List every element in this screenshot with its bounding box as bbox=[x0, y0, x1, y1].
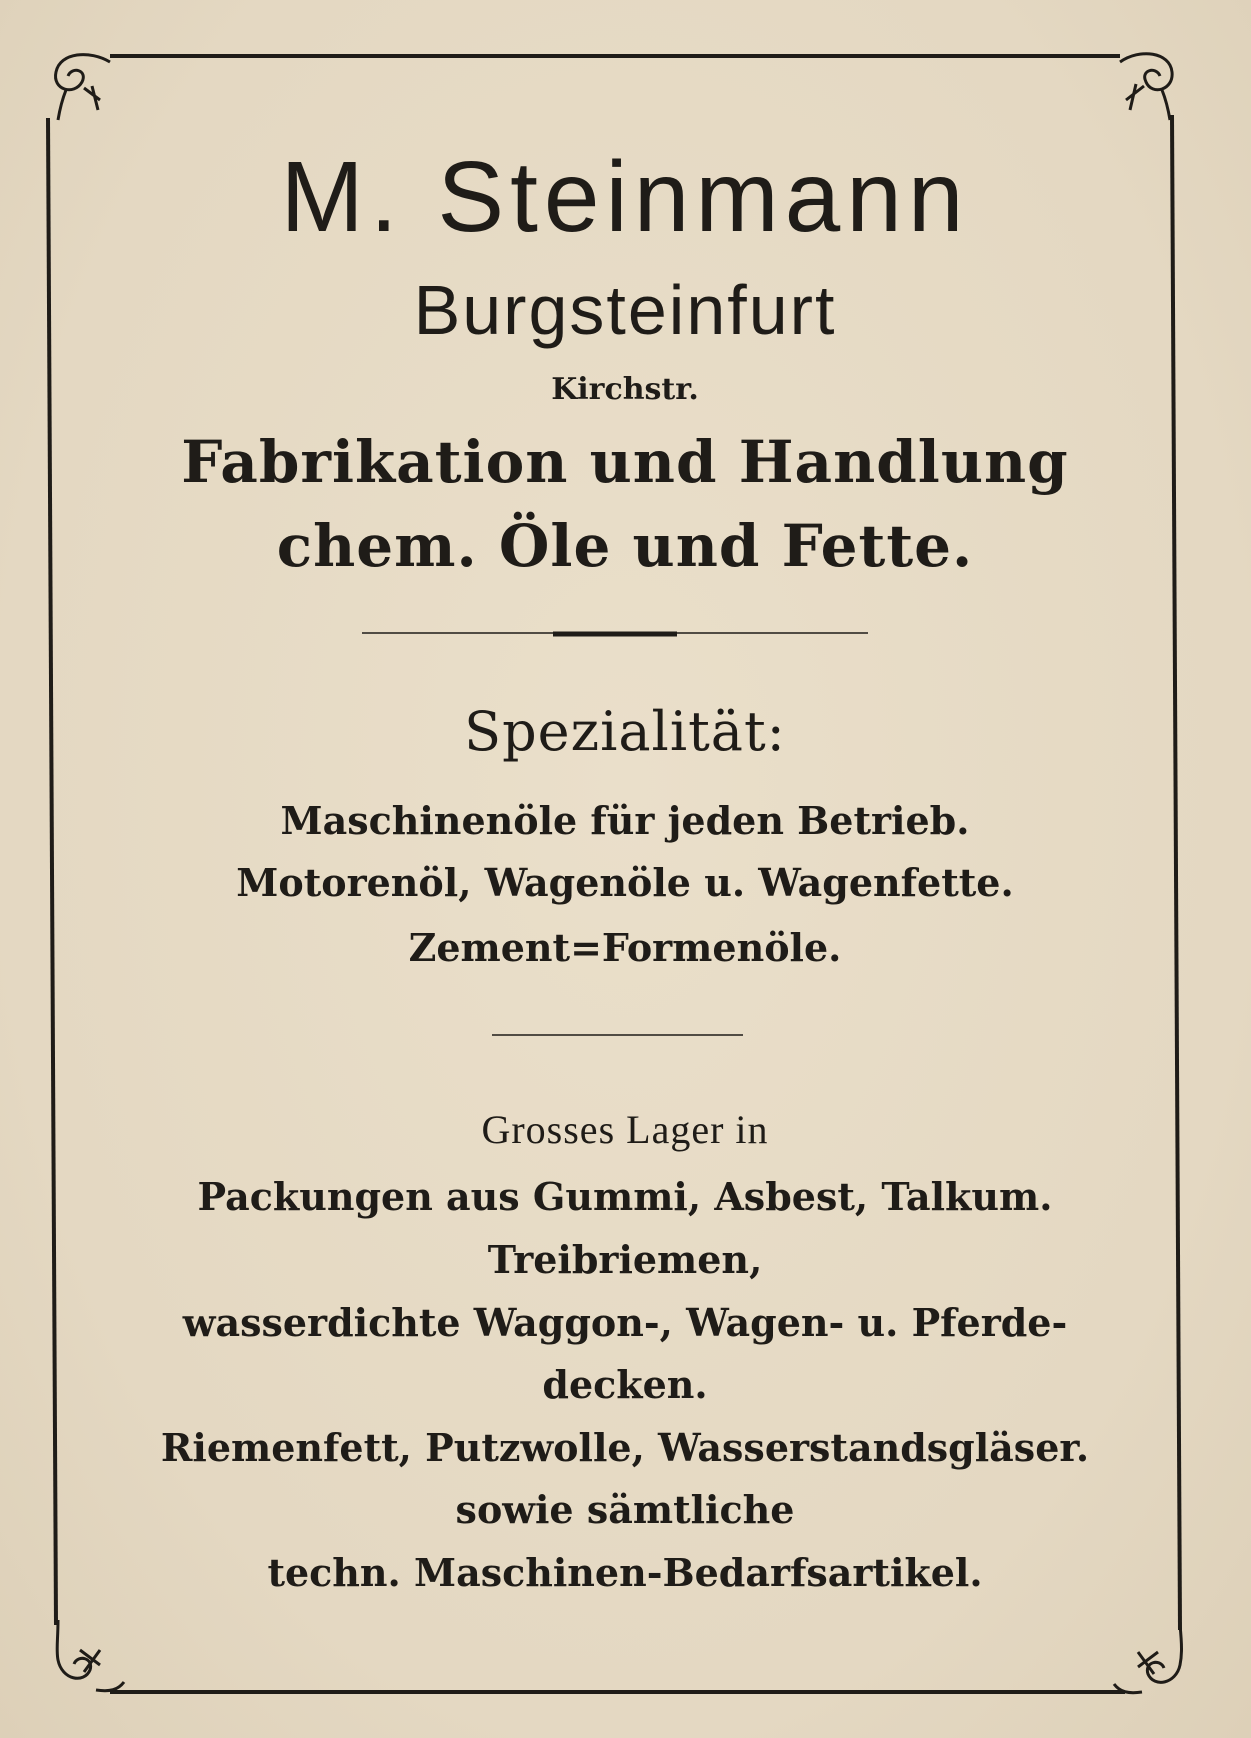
specialty-item: Maschinenöle für jeden Betrieb. bbox=[280, 798, 970, 843]
corner-ornament-bottom-left bbox=[57, 1620, 124, 1691]
corner-ornament-bottom-right bbox=[1114, 1625, 1182, 1693]
stock-line: sowie sämtliche bbox=[455, 1487, 795, 1532]
stock-line: Riemenfett, Putzwolle, Wasserstandsgläser. bbox=[160, 1425, 1090, 1470]
company-city: Burgsteinfurt bbox=[413, 271, 837, 349]
stock-heading: Grosses Lager in bbox=[481, 1107, 769, 1152]
stock-line: wasserdichte Waggon-, Wagen- u. Pferde- bbox=[182, 1300, 1068, 1345]
company-street: Kirchstr. bbox=[551, 372, 699, 407]
corner-ornament-top-right bbox=[1120, 54, 1172, 120]
stock-line: Packungen aus Gummi, Asbest, Talkum. bbox=[197, 1174, 1053, 1219]
business-line-1: Fabrikation und Handlung bbox=[181, 428, 1069, 496]
company-name: M. Steinmann bbox=[280, 141, 970, 253]
specialty-item: Motorenöl, Wagenöle u. Wagenfette. bbox=[236, 860, 1014, 905]
business-line-2: chem. Öle und Fette. bbox=[276, 512, 974, 580]
stock-line: techn. Maschinen-Bedarfsartikel. bbox=[267, 1550, 983, 1595]
stock-line: decken. bbox=[542, 1362, 708, 1407]
stock-line: Treibriemen, bbox=[487, 1237, 763, 1282]
specialty-heading: Spezialität: bbox=[464, 700, 786, 763]
divider-top bbox=[362, 633, 868, 634]
corner-ornament-top-left bbox=[56, 55, 110, 120]
specialty-item: Zement=Formenöle. bbox=[408, 925, 842, 970]
